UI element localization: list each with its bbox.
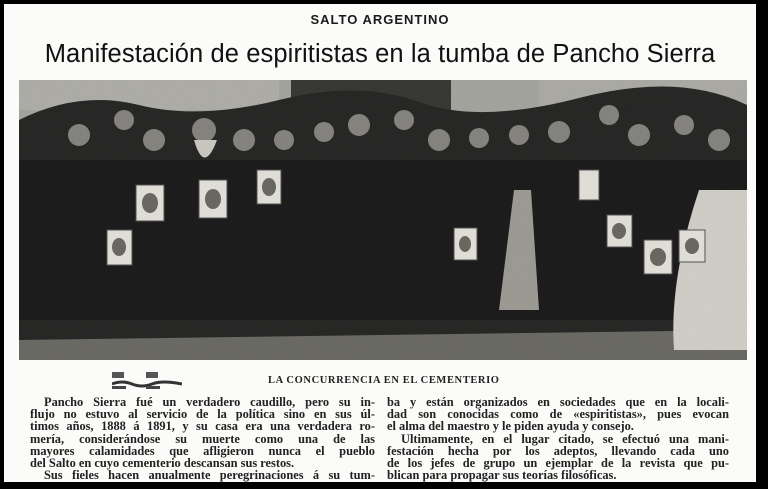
text-line: el alma del maestro y le piden ayuda y consejo. [387, 419, 634, 434]
text-line: ba y están organizados en sociedades que en la locali- [387, 395, 729, 409]
text-line: de los jefes de grupo un ejemplar de la revista que pu- [387, 456, 729, 471]
article-paragraph [30, 469, 375, 481]
text-line: Sus fieles hacen anualmente peregrinaciones á su tum- [44, 468, 375, 482]
text-line: mayores calamidades que afligieron nunca el pueblo [30, 443, 375, 458]
photo-caption: LA CONCURRENCIA EN EL CEMENTERIO [268, 375, 500, 386]
text-line: blican para propagar sus teorías filosóficas. [387, 468, 617, 482]
text-line: Pancho Sierra fué un verdadero caudillo, pero su in- [44, 395, 375, 409]
text-line: timos años, 1888 á 1891, y su casa era una verdadera ro- [30, 419, 375, 434]
article-paragraph [30, 396, 375, 469]
article-column-left [30, 396, 375, 481]
text-line: festación hecha por los adeptos, llevando cada uno [387, 443, 729, 458]
photo-illustration [19, 80, 747, 360]
text-line: flujo no estuvo al servicio de la política sino en sus úl- [30, 407, 375, 422]
text-line: mería, considerándose su muerte como una de las [30, 431, 375, 446]
group-photograph [19, 80, 747, 360]
text-line: dad son conocidas como de «espiritistas», pues evocan [387, 407, 729, 422]
text-line: del Salto en cuyo cementerio descansan sus restos. [30, 456, 295, 471]
article-paragraph [387, 433, 729, 482]
article-column-right [387, 396, 729, 481]
text-line: Ultimamente, en el lugar citado, se efectuó una mani- [401, 431, 729, 446]
photo-caption-row [4, 368, 756, 390]
printer-ornament-icon [112, 370, 182, 392]
newspaper-page [4, 4, 756, 482]
article-paragraph-continued [387, 396, 729, 433]
headline: Manifestación de espiritistas en la tumba de Pancho Sierra [44, 40, 716, 68]
section-heading: SALTO ARGENTINO [310, 12, 450, 27]
